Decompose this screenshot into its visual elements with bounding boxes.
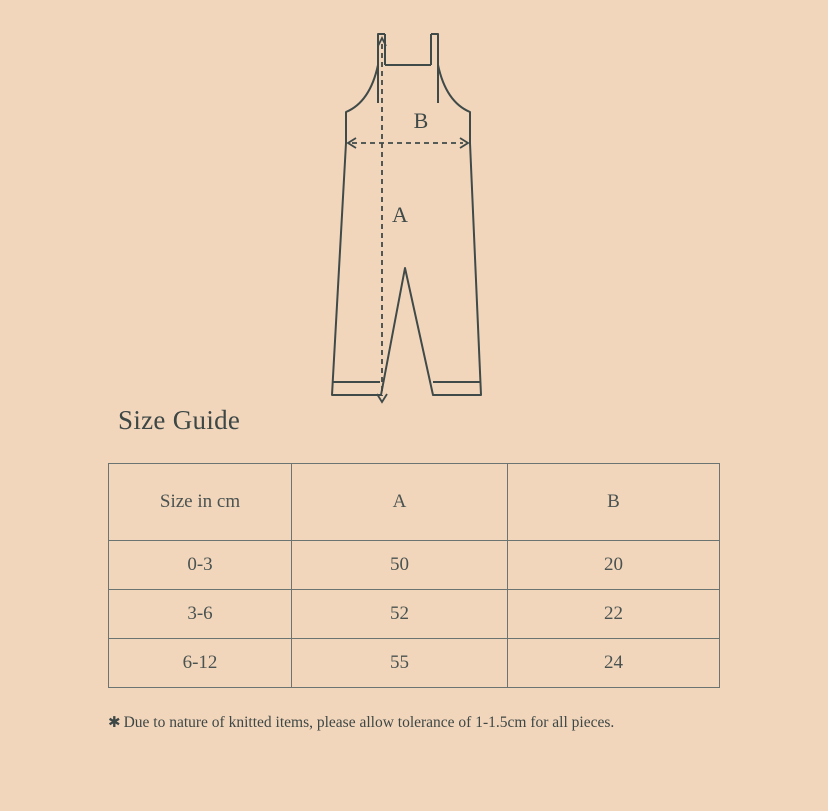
table-row	[109, 541, 720, 590]
table-header-row	[109, 464, 720, 541]
table-row	[109, 639, 720, 688]
cell-a: 50	[292, 541, 508, 590]
page-title: Size Guide	[118, 405, 241, 435]
label-a: A	[392, 202, 408, 227]
cell-size: 6-12	[109, 639, 292, 688]
cell-b: 24	[508, 639, 720, 688]
cell-b: 20	[508, 541, 720, 590]
header-a: A	[292, 464, 508, 541]
label-b: B	[413, 108, 429, 133]
right-strap	[431, 34, 438, 103]
asterisk-icon: ✱	[108, 713, 121, 731]
tolerance-note	[108, 713, 614, 732]
body-outline	[332, 65, 481, 395]
header-size: Size in cm	[109, 464, 292, 541]
header-b: B	[508, 464, 720, 541]
cell-a: 55	[292, 639, 508, 688]
table-row	[109, 590, 720, 639]
tolerance-note-text: Due to nature of knitted items, please allow tolerance of 1-1.5cm for all pieces.	[123, 714, 615, 731]
cell-b: 22	[508, 590, 720, 639]
cell-size: 3-6	[109, 590, 292, 639]
size-table	[108, 463, 720, 688]
cell-size: 0-3	[109, 541, 292, 590]
cell-a: 52	[292, 590, 508, 639]
